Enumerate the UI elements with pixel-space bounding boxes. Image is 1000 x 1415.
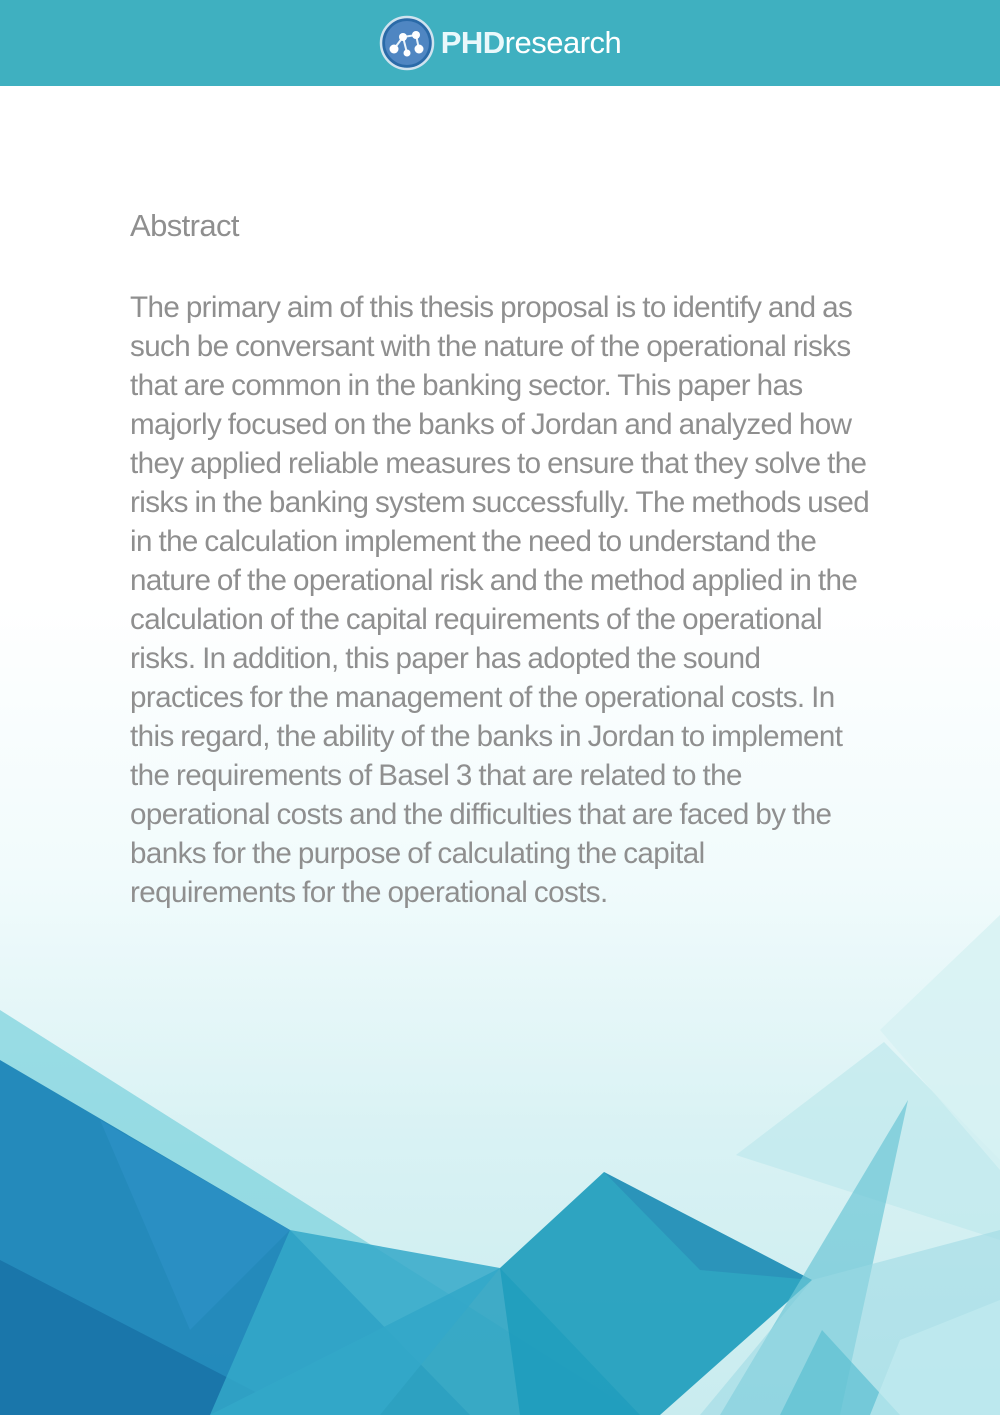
brand-logo[interactable]: [379, 15, 622, 71]
brand-name-bold: PHD: [440, 25, 505, 60]
brand-name: [441, 25, 622, 61]
page-title: Abstract: [130, 208, 239, 243]
header-bar: [0, 0, 1000, 86]
abstract-paragraph: The primary aim of this thesis proposal is to identify and as such be conversant with the nature of the operational risks that are common in the banking sector. This paper has majorly focused on the banks of Jordan and analyzed how they applied reliable measures to ensure that they solve the risks in the banking system successfully. The methods used in the calculation implement the need to understand the nature of the operational risk and the method applied in the calculation of the capital requirements of the operational risks. In addition, this paper has adopted the sound practices for the management of the operational costs. In this regard, the ability of the banks in Jordan to implement the requirements of Basel 3 that are related to the operational costs and the difficulties that are faced by the banks for the purpose of calculating the capital requirements for the operational costs.: [130, 291, 870, 909]
document-content: [130, 206, 875, 912]
molecule-icon: [379, 15, 435, 71]
brand-name-regular: research: [504, 25, 622, 60]
